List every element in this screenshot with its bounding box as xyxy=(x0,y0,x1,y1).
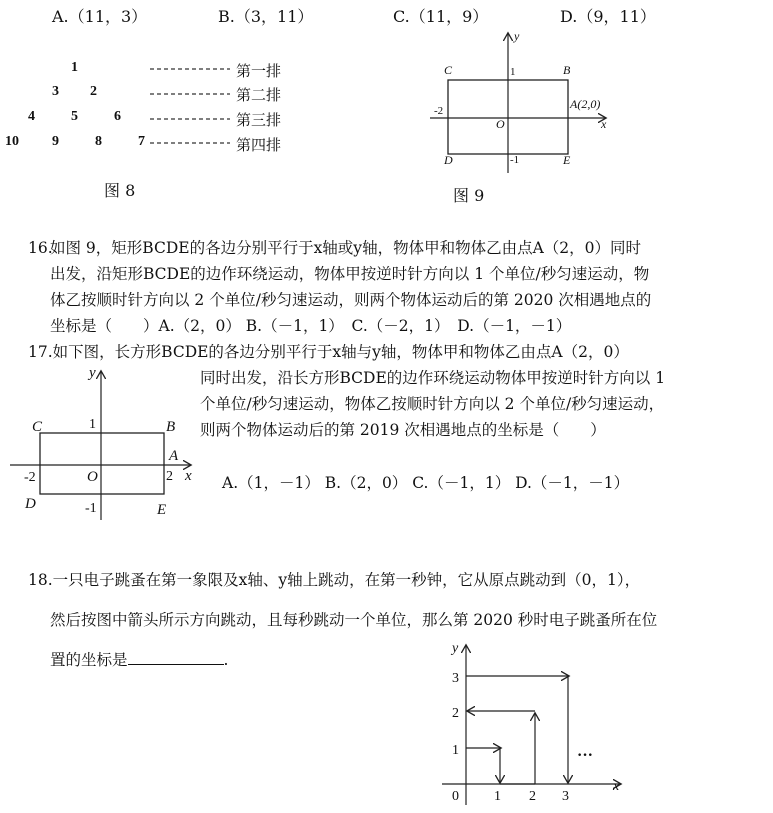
label-x3: 3 xyxy=(562,789,569,804)
label-o: O xyxy=(87,469,98,485)
label-neg2: -2 xyxy=(24,470,36,485)
label-neg1: -1 xyxy=(510,154,520,166)
tri-num: 9 xyxy=(52,134,59,149)
label-c: C xyxy=(32,419,43,435)
row-label: 第二排 xyxy=(236,86,282,104)
label-y: y xyxy=(452,641,459,656)
label-x: x xyxy=(185,468,192,484)
label-y: y xyxy=(514,29,520,43)
tri-num: 1 xyxy=(71,60,78,75)
q16-line1-text: 如图 9，矩形BCDE的各边分别平行于x轴或y轴，物体甲和物体乙由点A（2，0）同时 xyxy=(50,239,641,257)
label-e: E xyxy=(157,502,167,518)
q18-line3-prefix: 置的坐标是 xyxy=(50,651,128,669)
label-c: C xyxy=(444,63,453,77)
label-b: B xyxy=(563,63,571,77)
option-d: D.（9，11） xyxy=(560,7,656,26)
figure-q17 xyxy=(5,362,200,522)
row-label: 第一排 xyxy=(236,62,282,80)
tri-num: 4 xyxy=(28,109,35,124)
label-b: B xyxy=(166,419,176,435)
option-c: C.（11，9） xyxy=(393,7,489,26)
figure-8-caption: 图 8 xyxy=(104,181,136,200)
row-label: 第四排 xyxy=(236,136,282,154)
q17-line2: 同时出发，沿长方形BCDE的边作环绕运动物体甲按逆时针方向以 1 xyxy=(200,369,666,387)
tri-num: 7 xyxy=(138,134,145,149)
label-y1: 1 xyxy=(452,743,459,758)
label-o: O xyxy=(496,117,505,131)
q18-line2: 然后按图中箭头所示方向跳动，且每秒跳动一个单位，那么第 2020 秒时电子跳蚤所在位 xyxy=(50,611,658,629)
q17-line3: 个单位/秒匀速运动，物体乙按顺时针方向以 2 个单位/秒匀速运动， xyxy=(200,395,665,413)
label-d: D xyxy=(444,153,453,167)
q16-line3: 体乙按顺时针方向以 2 个单位/秒匀速运动，则两个物体运动后的第 2020 次相遇地点的 xyxy=(50,291,652,309)
q17-options: A.（1，－1） B.（2，0） C.（－1，1） D.（－1，－1） xyxy=(222,474,630,492)
q18-line1: 18.一只电子跳蚤在第一象限及x轴、y轴上跳动，在第一秒钟，它从原点跳动到（0，1）， xyxy=(28,571,641,589)
label-neg2: -2 xyxy=(434,105,444,117)
tri-num: 8 xyxy=(95,134,102,149)
tri-dash-lines xyxy=(0,0,240,160)
tri-num: 3 xyxy=(52,84,59,99)
tri-num: 10 xyxy=(5,134,19,149)
ellipsis: ··· xyxy=(577,747,594,764)
q17-line1: 17.如下图，长方形BCDE的各边分别平行于x轴与y轴，物体甲和物体乙由点A（2，0） xyxy=(28,343,629,361)
label-a: A xyxy=(169,448,179,464)
label-d: D xyxy=(25,496,36,512)
label-y3: 3 xyxy=(452,671,459,686)
label-1: 1 xyxy=(89,417,96,432)
tri-num: 2 xyxy=(90,84,97,99)
label-a: A(2,0) xyxy=(570,97,601,111)
q16-line1: 16. xyxy=(28,239,53,257)
figure-9 xyxy=(420,28,620,178)
label-y2: 2 xyxy=(452,706,459,721)
answer-blank[interactable] xyxy=(128,647,224,665)
option-a: A.（11，3） xyxy=(52,7,148,26)
tri-num: 5 xyxy=(71,109,78,124)
figure-q18 xyxy=(430,640,630,810)
label-1: 1 xyxy=(510,66,516,78)
label-x: x xyxy=(613,779,620,794)
option-b: B.（3，11） xyxy=(218,7,314,26)
label-y: y xyxy=(89,365,96,381)
label-x2: 2 xyxy=(529,789,536,804)
label-0: 0 xyxy=(452,789,459,804)
row-label: 第三排 xyxy=(236,111,282,129)
label-e: E xyxy=(563,153,571,167)
q18-line3 xyxy=(50,647,228,673)
q18-line3-suffix: . xyxy=(223,651,229,669)
label-neg1: -1 xyxy=(85,501,97,516)
label-2: 2 xyxy=(166,469,173,484)
figure-9-caption: 图 9 xyxy=(453,186,485,205)
rectangle-bcde xyxy=(40,433,164,494)
tri-num: 6 xyxy=(114,109,121,124)
q16-line2: 出发，沿矩形BCDE的边作环绕运动，物体甲按逆时针方向以 1 个单位/秒匀速运动，物 xyxy=(50,265,650,283)
q17-line4: 则两个物体运动后的第 2019 次相遇地点的坐标是（ ） xyxy=(200,421,606,439)
q16-line4: 坐标是（ ）A.（2，0） B.（－1，1） C.（－2，1） D.（－1，－1） xyxy=(50,317,572,335)
label-x: x xyxy=(601,117,607,131)
label-x1: 1 xyxy=(494,789,501,804)
